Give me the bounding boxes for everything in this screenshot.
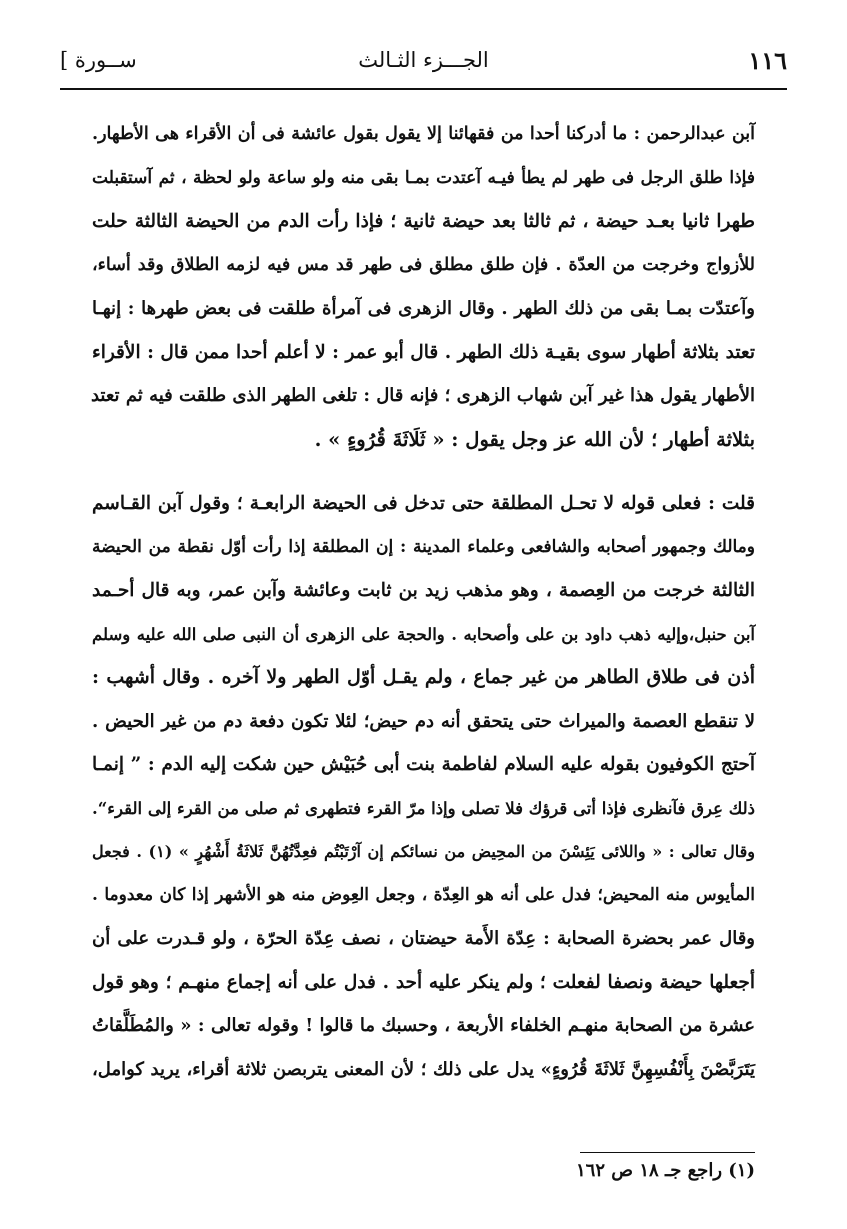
- text-line: يَتَرَبَّصْنَ بِأَنْفُسِهِنَّ ثَلاثَةَ قُرُوءٍ» يدل على ذلك ؛ لأن المعنى يتربصن ثلاثة أقراء، يريد كوامل،: [92, 1058, 755, 1080]
- text-line: المأيوس منه المحيض؛ فدل على أنه هو العِدّة ، وجعل العِوض منه هو الأشهر إذا كان معدوما .: [92, 884, 755, 905]
- section-label: [ ســورة: [60, 48, 137, 72]
- text-line: ذلك عِرق فآنظرى فإذا أتى قرؤك فلا تصلى وإذا مرّ القرء فتطهرى ثم صلى من القرء إلى القرء“.: [92, 798, 755, 818]
- text-line: آبن عبدالرحمن : ما أدركنا أحدا من فقهائنا إلا يقول بقول عائشة فى أن الأقراء هى الأطهار.: [92, 124, 755, 144]
- text-line: ومالك وجمهور أصحابه والشافعى وعلماء المدينة : إن المطلقة إذا رأت أوّل نقطة من الحيضة: [92, 536, 755, 557]
- header-rule: [60, 88, 787, 90]
- text-line: أجعلها حيضة ونصفا لفعلت ؛ ولم ينكر عليه أحد . فدل على أنه إجماع منهـم ؛ وهو قول: [92, 971, 755, 993]
- running-header: [60, 36, 787, 84]
- page-number: ١١٦: [748, 45, 787, 75]
- text-line: عشرة من الصحابة منهـم الخلفاء الأربعة ، وحسبك ما قالوا ! وقوله تعالى : « والمُطَلَّقاتُ: [92, 1015, 755, 1036]
- text-line: الأطهار يقول هذا غير آبن شهاب الزهرى ؛ فإنه قال : تلغى الطهر الذى طلقت فيه ثم تعتد: [90, 385, 755, 406]
- text-line: لا تنقطع العصمة والميراث حتى يتحقق أنه دم حيض؛ لئلا تكون دفعة دم من غير الحيض .: [92, 710, 755, 732]
- text-line: آحتج الكوفيون بقوله عليه السلام لفاطمة بنت أبى حُبَيْش حين شكت إليه الدم : ” إنمـا: [92, 754, 755, 775]
- text-line: وآعتدّت بمـا بقى من ذلك الطهر . وقال الزهرى فى آمرأة طلقت فى بعض طهرها : إنهـا: [92, 298, 755, 319]
- text-line: آبن حنبل،وإليه ذهب داود بن على وأصحابه . والحجة على الزهرى أن النبى صلى الله عليه وسلم: [92, 624, 755, 644]
- text-line: طهرا ثانيا بعـد حيضة ، ثم ثالثا بعد حيضة ثانية ؛ فإذا رأت الدم من الحيضة الثالثة حلت: [92, 211, 755, 232]
- footnote-rule: [580, 1152, 755, 1153]
- text-line: وقال تعالى : « واللائى يَئِسْنَ من المحِيض من نسائكم إن آرْتَبْتُم فعِدَّتُهُنَّ ثَلاثَةُ أَشْهُرٍ » (١) . فجعل: [92, 842, 756, 861]
- body-text: [92, 113, 755, 1091]
- text-line: بثلاثة أطهار ؛ لأن الله عز وجل يقول : « ثَلَاثَةَ قُرُوءٍ » .: [314, 427, 755, 451]
- text-line: أذن فى طلاق الطاهر من غير جماع ، ولم يقـل أوّل الطهر ولا آخره . وقال أشهب :: [92, 666, 755, 688]
- footnote: (١) راجع جـ ١٨ ص ١٦٢: [576, 1160, 755, 1181]
- text-line: للأزواج وخرجت من العدّة . فإن طلق مطلق فى طهر قد مس فيه لزمه الطلاق وقد أساء،: [92, 254, 755, 275]
- part-title: الجـــزء الثـالث: [358, 48, 489, 72]
- text-line: الثالثة خرجت من العِصمة ، وهو مذهب زيد بن ثابت وعائشة وآبن عمر، وبه قال أحـمد: [92, 580, 755, 601]
- text-line: تعتد بثلاثة أطهار سوى بقيـة ذلك الطهر . قال أبو عمر : لا أعلم أحدا ممن قال : الأقراء: [92, 341, 755, 363]
- text-line: قلت : فعلى قوله لا تحـل المطلقة حتى تدخل فى الحيضة الرابعـة ؛ وقول آبن القـاسم: [92, 493, 755, 514]
- text-line: فإذا طلق الرجل فى طهر لم يطأ فيـه آعتدت بمـا بقى منه ولو ساعة ولو لحظة ، ثم آستقبلت: [92, 167, 755, 188]
- text-line: وقال عمر بحضرة الصحابة : عِدّة الأَمة حيضتان ، نصف عِدّة الحرّة ، ولو قـدرت على أن: [92, 928, 755, 949]
